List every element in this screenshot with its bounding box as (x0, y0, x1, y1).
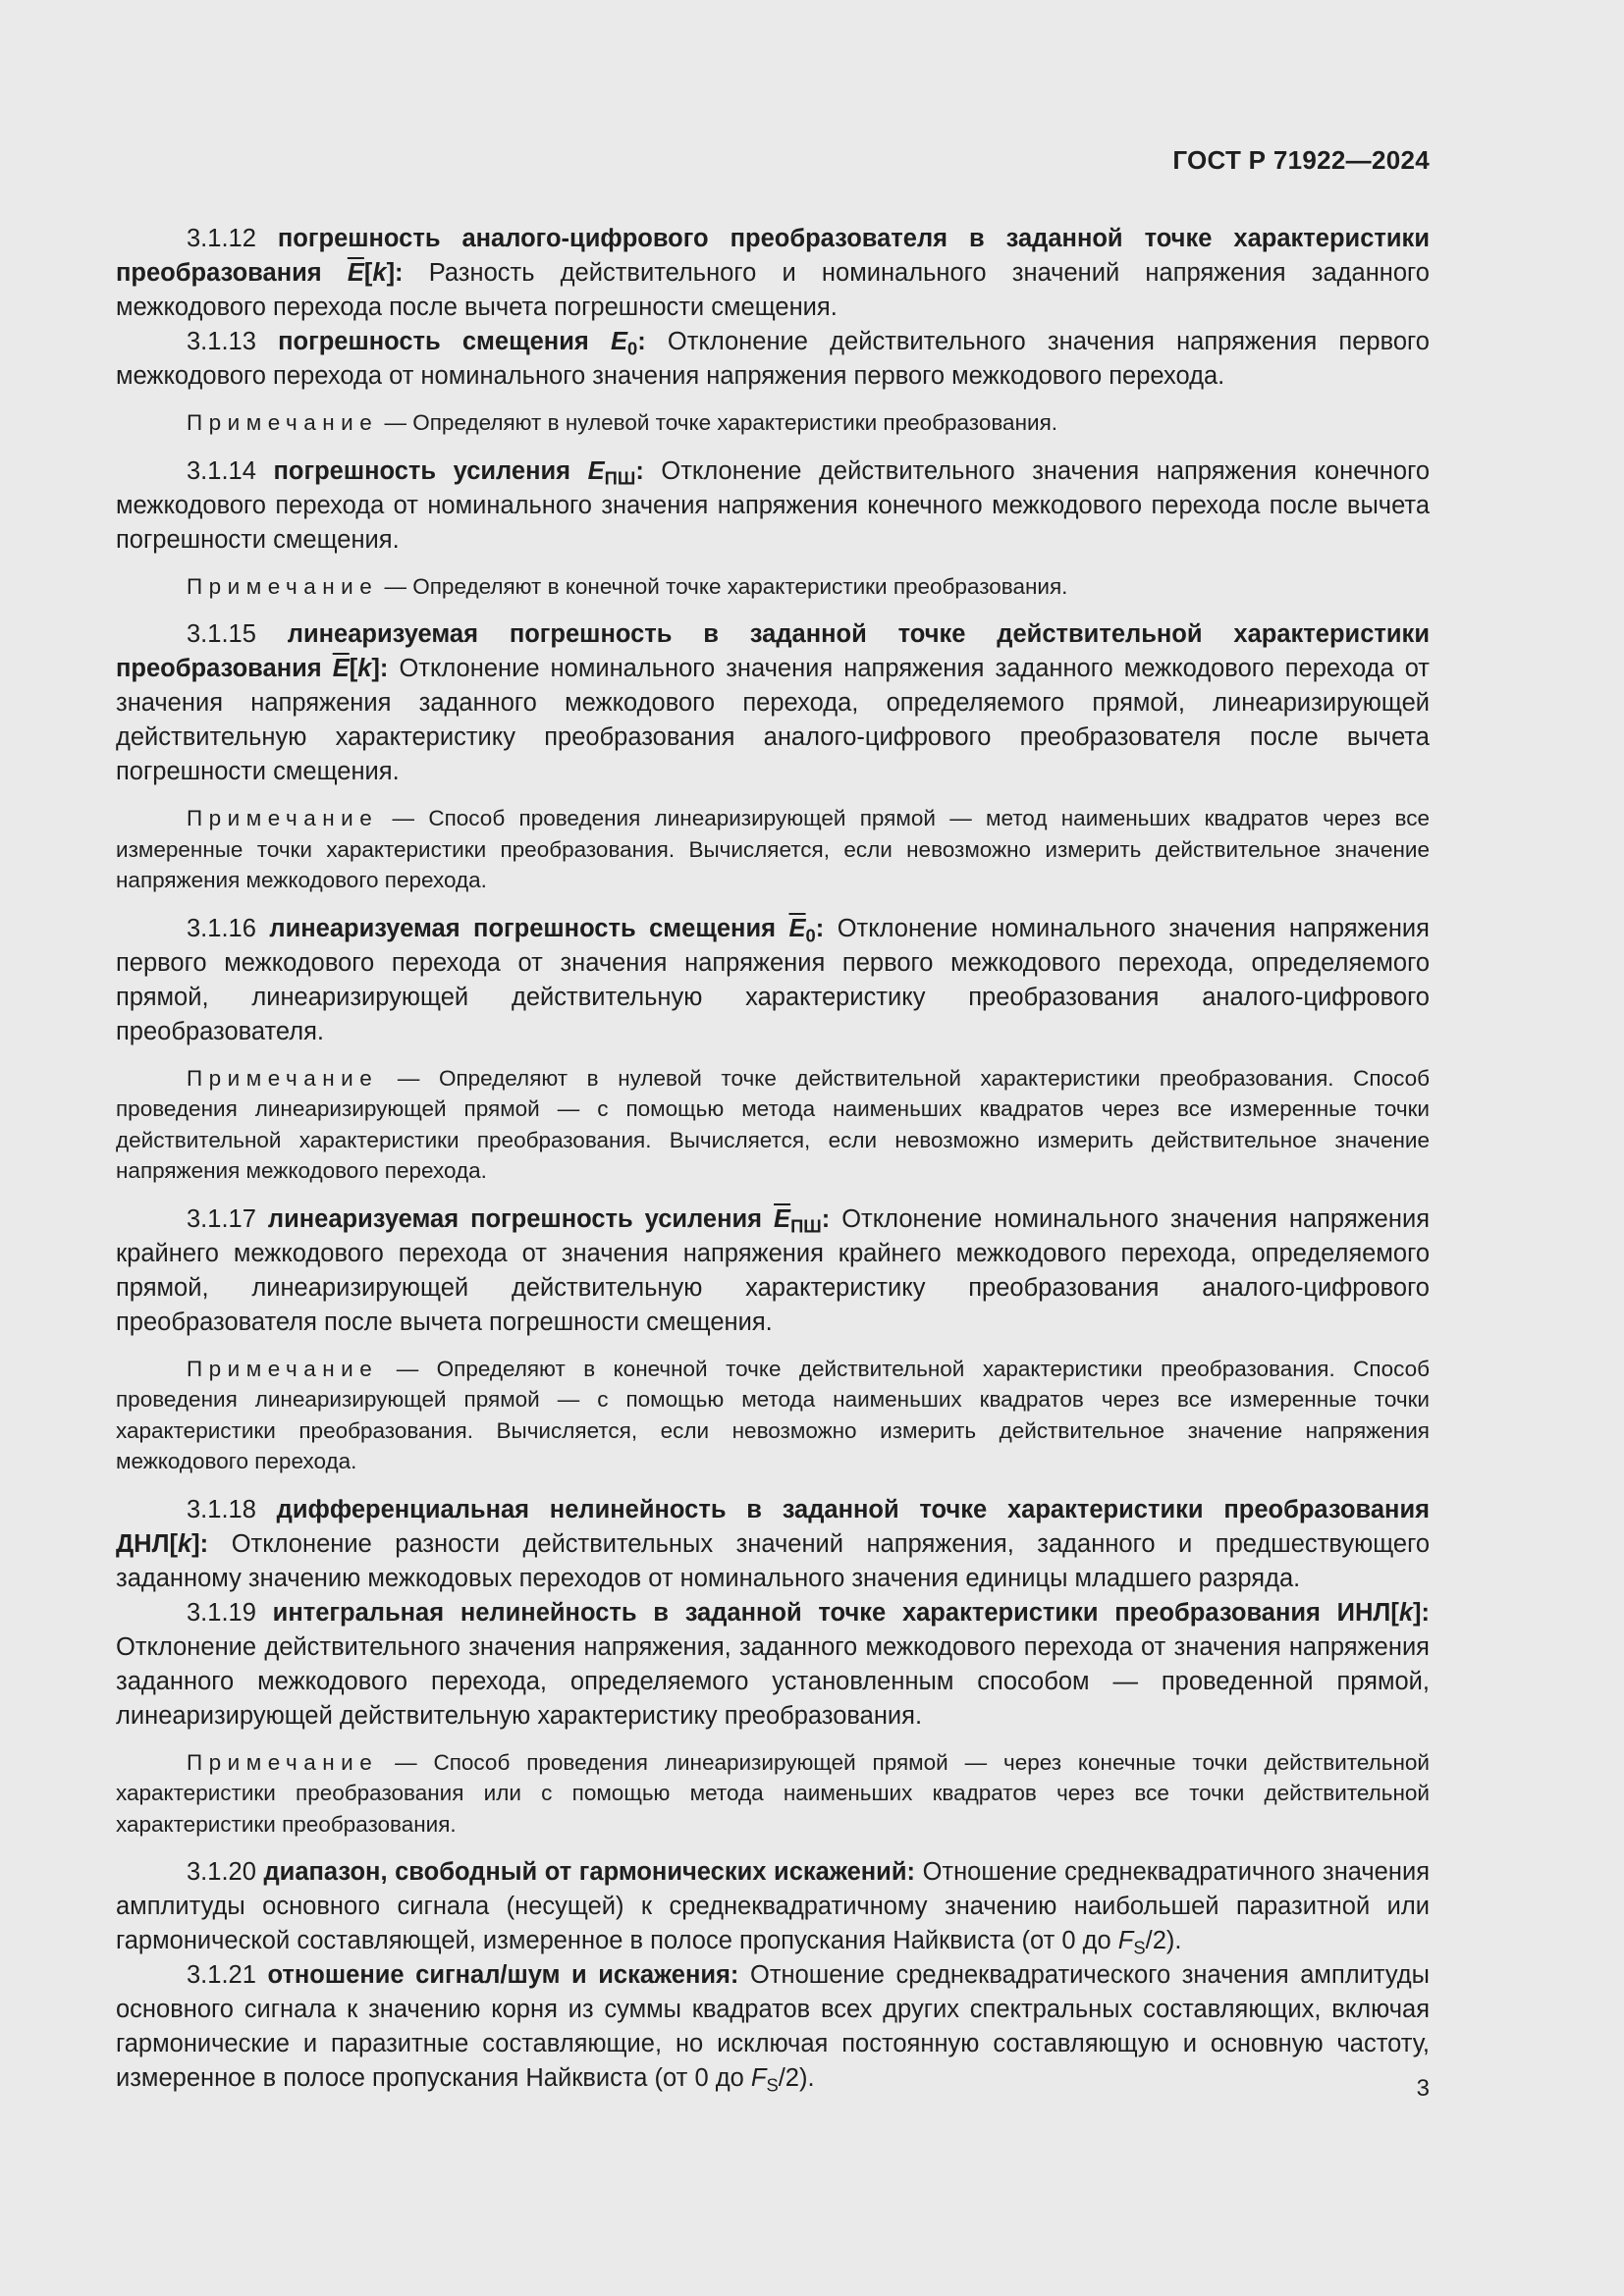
term-symbol: $\overline{E}$ (774, 1204, 791, 1233)
term-symbol: ДНЛ (116, 1529, 170, 1558)
term-3-1-18: 3.1.18 дифференциальная нелинейность в заданной точке характеристики преобразования ДНЛ[k]: Отклонение разности действительных значений напряжения, заданного и предшествующего заданному значению межкодовых переходов от номинального значения единицы младшего разряда. (116, 1495, 1430, 1592)
note-label: Примечание (187, 806, 379, 830)
term-definition: Разность действительного и номинального значений напряжения заданного межкодового перехода после вычета погрешности смещения. (116, 259, 1430, 321)
document-id: ГОСТ Р 71922—2024 (1172, 145, 1430, 175)
note-text: — Определяют в нулевой точке действительной характеристики преобразования. Способ проведения линеаризирующей прямой — с помощью метода наименьших квадратов через все измеренные точки действительной характеристики преобразования. Вычисляется, если невозможно измерить действительное значение напряжения межкодового перехода. (116, 1065, 1430, 1183)
term-title: линеаризуемая погрешность в заданной точке действительной характеристики преобразования (116, 620, 1430, 682)
term-title: погрешность смещения (278, 328, 589, 355)
note-label: Примечание (187, 1356, 379, 1381)
term-title: интегральная нелинейность в заданной точке характеристики преобразования (272, 1598, 1321, 1627)
term-definition: Отношение среднеквадратического значения амплитуды основного сигнала к значению корня из суммы квадратов всех других спектральных составляющих, включая гармонические и паразитные составляющие, но исключая постоянную составляющую и основную частоту, измеренное в полосе пропускания Найквиста (от 0 до (116, 1961, 1430, 2092)
term-title: дифференциальная нелинейность в заданной точке характеристики преобразования (276, 1495, 1430, 1523)
term-symbol: E (587, 456, 605, 485)
note-label: Примечание (187, 1065, 379, 1091)
term-symbol: $\overline{E}$ (347, 259, 364, 287)
term-3-1-21: 3.1.21 отношение сигнал/шум и искажения: Отношение среднеквадратического значения амплитуды основного сигнала к значению корня из суммы квадратов всех других спектральных составляющих, включая гармонические и паразитные составляющие, но исключая постоянную составляющую и основную частоту, измеренное в полосе пропускания Найквиста (от 0 до $F_S/2$). (116, 1961, 1430, 2096)
term-definition: Отклонение номинального значения напряжения заданного межкодового перехода от значения напряжения заданного межкодового перехода, определяемого прямой, линеаризирующей действительную характеристику преобразования аналого-цифрового преобразователя после вычета погрешности смещения. (116, 655, 1430, 785)
term-symbol: E (610, 328, 627, 355)
term-symbol: ИНЛ (1336, 1598, 1391, 1627)
note-3-1-13 (116, 407, 1430, 439)
note-text: — Определяют в конечной точке характеристики преобразования. (384, 573, 1068, 599)
term-title: отношение сигнал/шум и искажения (267, 1961, 731, 1989)
term-definition: Отклонение действительного значения напряжения конечного межкодового перехода от номинального значения напряжения конечного межкодового перехода после вычета погрешности смещения. (116, 456, 1431, 554)
term-definition: Отклонение номинального значения напряжения первого межкодового перехода от значения напряжения первого межкодового перехода, определяемого прямой, линеаризирующей действительную характеристику преобразования аналого-цифрового преобразователя. (116, 914, 1430, 1045)
term-symbol: $\overline{E}$ (788, 914, 806, 942)
note-3-1-19 (116, 1747, 1430, 1841)
note-3-1-16 (116, 1063, 1430, 1187)
note-text: — Определяют в конечной точке действительной характеристики преобразования. Способ проведения линеаризирующей прямой — с помощью метода наименьших квадратов через все измеренные точки характеристики преобразования. Вычисляется, если невозможно измерить действительное значение напряжения межкодового перехода. (116, 1356, 1430, 1473)
document-body (116, 222, 1430, 2096)
note-3-1-17 (116, 1354, 1430, 1477)
term-definition: Отклонение действительного значения напряжения, заданного межкодового перехода от значения напряжения заданного межкодового перехода, определяемого установленным способом — проведенной прямой, линеаризирующей действительную характеристику преобразования. (116, 1632, 1430, 1730)
note-label: Примечание (187, 573, 379, 599)
note-label: Примечание (187, 410, 379, 435)
note-text: — Способ проведения линеаризирующей прямой — через конечные точки действительной характеристики преобразования или с помощью метода наименьших квадратов через все точки действительной характеристики преобразования. (116, 1749, 1430, 1837)
term-title: диапазон, свободный от гармонических искажений (263, 1858, 907, 1886)
term-3-1-16: 3.1.16 линеаризуемая погрешность смещения $\overline{E}_0$: Отклонение номинального значения напряжения первого межкодового перехода от значения напряжения первого межкодового перехода, определяемого прямой, линеаризирующей действительную характеристику преобразования аналого-цифрового преобразователя. (116, 914, 1430, 1045)
term-definition: Отклонение номинального значения напряжения крайнего межкодового перехода от значения напряжения крайнего межкодового перехода, определяемого прямой, линеаризирующей действительную характеристику преобразования аналого-цифрового преобразователя после вычета погрешности смещения. (116, 1204, 1431, 1336)
note-text: — Определяют в нулевой точке характеристики преобразования. (384, 410, 1058, 435)
term-3-1-17: 3.1.17 линеаризуемая погрешность усиления $\overline{E}_{ПШ}$: Отклонение номинального значения напряжения крайнего межкодового перехода от значения напряжения крайнего межкодового перехода, определяемого прямой, линеаризирующей действительную характеристику преобразования аналого-цифрового преобразователя после вычета погрешности смещения. (116, 1204, 1431, 1336)
term-title: линеаризуемая погрешность усиления (267, 1204, 763, 1233)
term-3-1-19: 3.1.19 интегральная нелинейность в заданной точке характеристики преобразования ИНЛ[k]: Отклонение действительного значения напряжения, заданного межкодового перехода от значения напряжения заданного межкодового перехода, определяемого установленным способом — проведенной прямой, линеаризирующей действительную характеристику преобразования. (116, 1598, 1430, 1730)
term-3-1-13: 3.1.13 погрешность смещения $E_0$: Отклонение действительного значения напряжения первого межкодового перехода от номинального значения напряжения первого межкодового перехода. (116, 328, 1430, 390)
note-label: Примечание (187, 1749, 379, 1775)
term-3-1-20: 3.1.20 диапазон, свободный от гармонических искажений: Отношение среднеквадратичного значения амплитуды основного сигнала (несущей) к среднеквадратичному значению наибольшей паразитной или гармонической составляющей, измеренное в полосе пропускания Найквиста (от 0 до $F_S/2$). (116, 1858, 1431, 1958)
term-3-1-15: 3.1.15 линеаризуемая погрешность в заданной точке действительной характеристики преобразования $\overline{E}[k]$: Отклонение номинального значения напряжения заданного межкодового перехода от значения напряжения заданного межкодового перехода, определяемого прямой, линеаризирующей действительную характеристику преобразования аналого-цифрового преобразователя после вычета погрешности смещения. (116, 620, 1430, 785)
note-3-1-15 (116, 803, 1430, 896)
term-title: линеаризуемая погрешность смещения (269, 914, 777, 942)
term-3-1-12: 3.1.12 погрешность аналого-цифрового преобразователя в заданной точке характеристики преобразования $\overline{E}[k]$: Разность действительного и номинального значений напряжения заданного межкодового перехода после вычета погрешности смещения. (116, 225, 1430, 321)
term-symbol: $\overline{E}$ (332, 655, 350, 682)
term-3-1-14: 3.1.14 погрешность усиления $E_{ПШ}$: Отклонение действительного значения напряжения конечного межкодового перехода от номинального значения напряжения конечного межкодового перехода после вычета погрешности смещения. (116, 456, 1431, 554)
page-number: 3 (1416, 2075, 1430, 2102)
term-definition: Отклонение действительного значения напряжения первого межкодового перехода от номинального значения напряжения первого межкодового перехода. (116, 328, 1430, 390)
term-definition: Отклонение разности действительных значений напряжения, заданного и предшествующего заданному значению межкодовых переходов от номинального значения единицы младшего разряда. (116, 1529, 1430, 1592)
note-3-1-14 (116, 571, 1430, 603)
term-definition: Отношение среднеквадратичного значения амплитуды основного сигнала (несущей) к среднеквадратичному значению наибольшей паразитной или гармонической составляющей, измеренное в полосе пропускания Найквиста (от 0 до (116, 1858, 1431, 1954)
term-title: погрешность усиления (273, 456, 571, 485)
term-title: погрешность аналого-цифрового преобразователя в заданной точке характеристики преобразования (116, 225, 1430, 287)
note-text: — Способ проведения линеаризирующей прямой — метод наименьших квадратов через все измеренные точки характеристики преобразования. Вычисляется, если невозможно измерить действительное значение напряжения межкодового перехода. (116, 806, 1430, 892)
